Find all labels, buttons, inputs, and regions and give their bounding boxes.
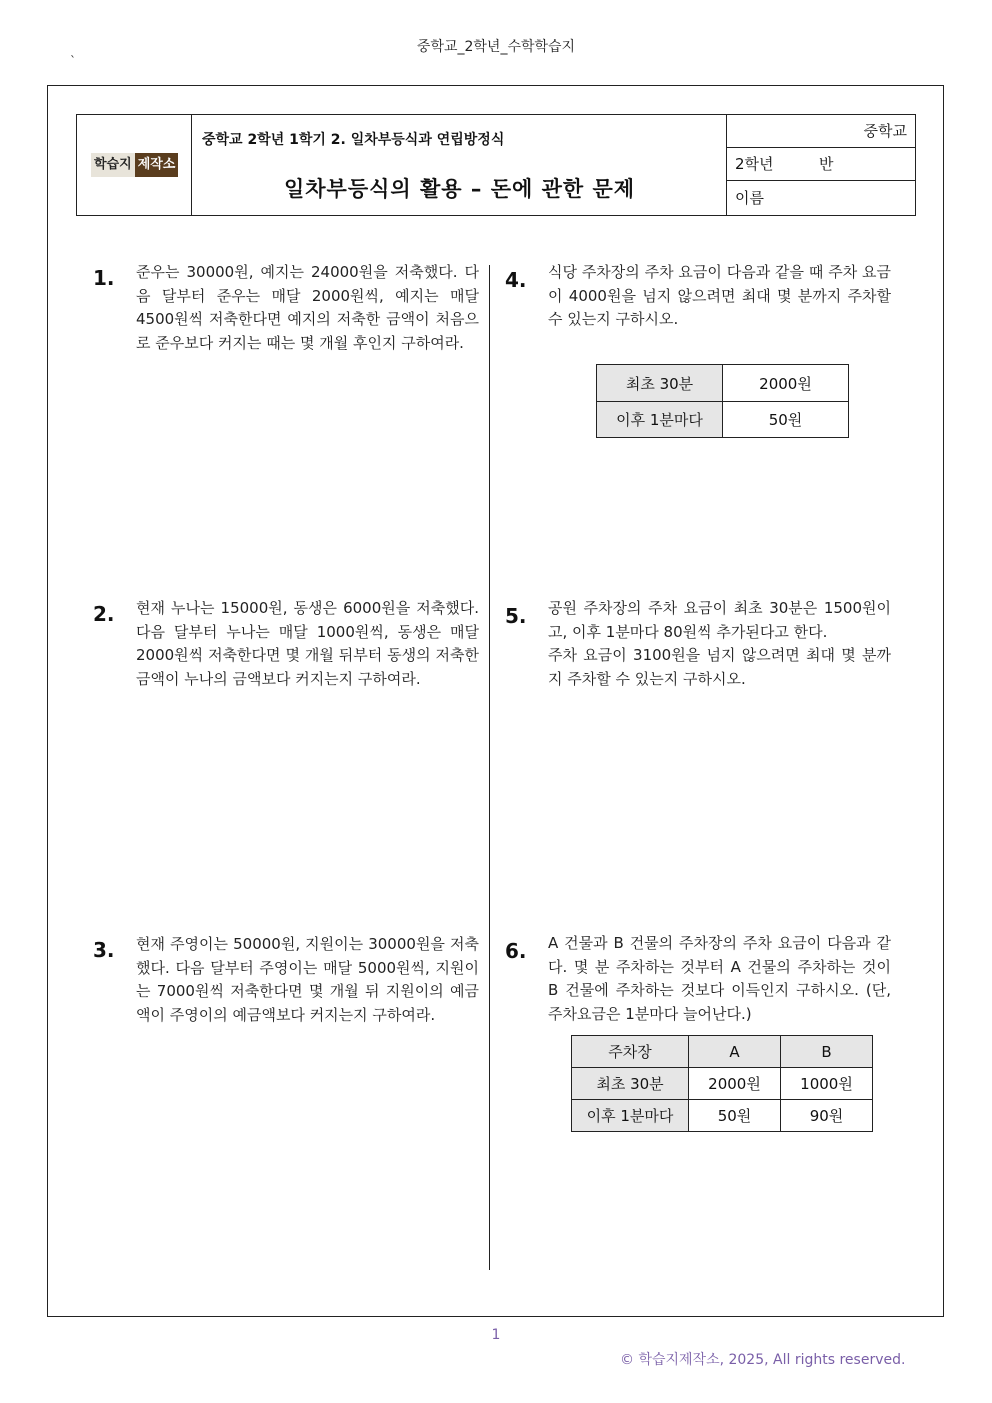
title-cell — [192, 115, 727, 215]
table-row — [597, 365, 849, 402]
copyright-notice: © 학습지제작소, 2025, All rights reserved. — [620, 1352, 906, 1368]
table-row — [572, 1068, 873, 1100]
table-header-cell: B — [781, 1036, 873, 1068]
table-cell: 2000원 — [723, 365, 849, 402]
unit-subtitle: 중학교 2학년 1학기 2. 일차부등식과 연립방정식 — [202, 132, 505, 148]
table-header-row — [572, 1036, 873, 1068]
table-header-cell: A — [689, 1036, 781, 1068]
table-cell: 2000원 — [689, 1068, 781, 1100]
problem-text-line2: 주차 요금이 3100원을 넘지 않으려면 최대 몇 분까지 주차할 수 있는지 구하시오. — [548, 646, 891, 688]
class-label: 반 — [819, 155, 834, 173]
table-cell: 최초 30분 — [597, 365, 723, 402]
logo-cell — [77, 115, 192, 215]
problem-text: 식당 주차장의 주차 요금이 다음과 같을 때 주차 요금이 4000원을 넘지 않으려면 최대 몇 분까지 주차할 수 있는지 구하시오. — [548, 263, 891, 328]
problem-number: 5. — [505, 604, 527, 628]
worksheet-header — [76, 114, 916, 216]
table-cell: 1000원 — [781, 1068, 873, 1100]
problem-text: A 건물과 B 건물의 주차장의 주차 요금이 다음과 같다. 몇 분 주차하는 것부터 A 건물의 주차하는 것이 B 건물에 주차하는 것보다 이득인지 구하시오. (단, 주차요금은 1분마다 늘어난다.) — [548, 934, 891, 1023]
table-cell: 최초 30분 — [572, 1068, 689, 1100]
name-label: 이름 — [735, 189, 764, 207]
stray-mark: ` — [70, 54, 76, 68]
running-header: 중학교_2학년_수학학습지 — [416, 39, 576, 55]
logo — [91, 153, 178, 177]
problem-text: 현재 누나는 15000원, 동생은 6000원을 저축했다. 다음 달부터 누나는 매달 1000원씩, 동생은 매달 2000원씩 저축한다면 몇 개월 뒤부터 동생의 저축한 금액이 누나의 금액보다 커지는지 구하여라. — [136, 599, 479, 688]
fee-table-4 — [596, 364, 849, 438]
problem-text-line1: 공원 주차장의 주차 요금이 최초 30분은 1500원이고, 이후 1분마다 80원씩 추가된다고 한다. — [548, 599, 891, 641]
table-cell: 90원 — [781, 1100, 873, 1132]
table-header-cell: 주차장 — [572, 1036, 689, 1068]
table-cell: 이후 1분마다 — [572, 1100, 689, 1132]
problem-text: 현재 주영이는 50000원, 지원이는 30000원을 저축했다. 다음 달부터 주영이는 매달 5000원씩, 지원이는 7000원씩 저축한다면 몇 개월 뒤 지원이의 예금액이 주영이의 예금액보다 커지는지 구하여라. — [136, 935, 479, 1024]
logo-part2: 제작소 — [135, 153, 179, 177]
column-divider — [489, 265, 490, 1270]
school-label: 중학교 — [863, 122, 907, 140]
school-field — [727, 115, 915, 148]
grade-label: 2학년 — [735, 155, 774, 173]
table-cell: 50원 — [689, 1100, 781, 1132]
problem-text: 준우는 30000원, 예지는 24000원을 저축했다. 다음 달부터 준우는 매달 2000원씩, 예지는 매달 4500원씩 저축한다면 예지의 저축한 금액이 처음으로 준우보다 커지는 때는 몇 개월 후인지 구하여라. — [136, 263, 479, 352]
problem-text — [548, 597, 891, 691]
table-row — [597, 402, 849, 438]
student-info — [727, 115, 915, 215]
problem-number: 1. — [93, 266, 115, 290]
page-number: 1 — [491, 1327, 501, 1343]
table-cell: 이후 1분마다 — [597, 402, 723, 438]
fee-table-6 — [571, 1035, 873, 1132]
table-cell: 50원 — [723, 402, 849, 438]
table-row — [572, 1100, 873, 1132]
problem-number: 2. — [93, 602, 115, 626]
problem-number: 4. — [505, 268, 527, 292]
logo-part1: 학습지 — [91, 153, 135, 177]
problem-number: 6. — [505, 939, 527, 963]
name-field — [727, 181, 915, 214]
problem-number: 3. — [93, 938, 115, 962]
grade-class-field — [727, 148, 915, 181]
worksheet-title: 일차부등식의 활용 – 돈에 관한 문제 — [283, 177, 636, 201]
